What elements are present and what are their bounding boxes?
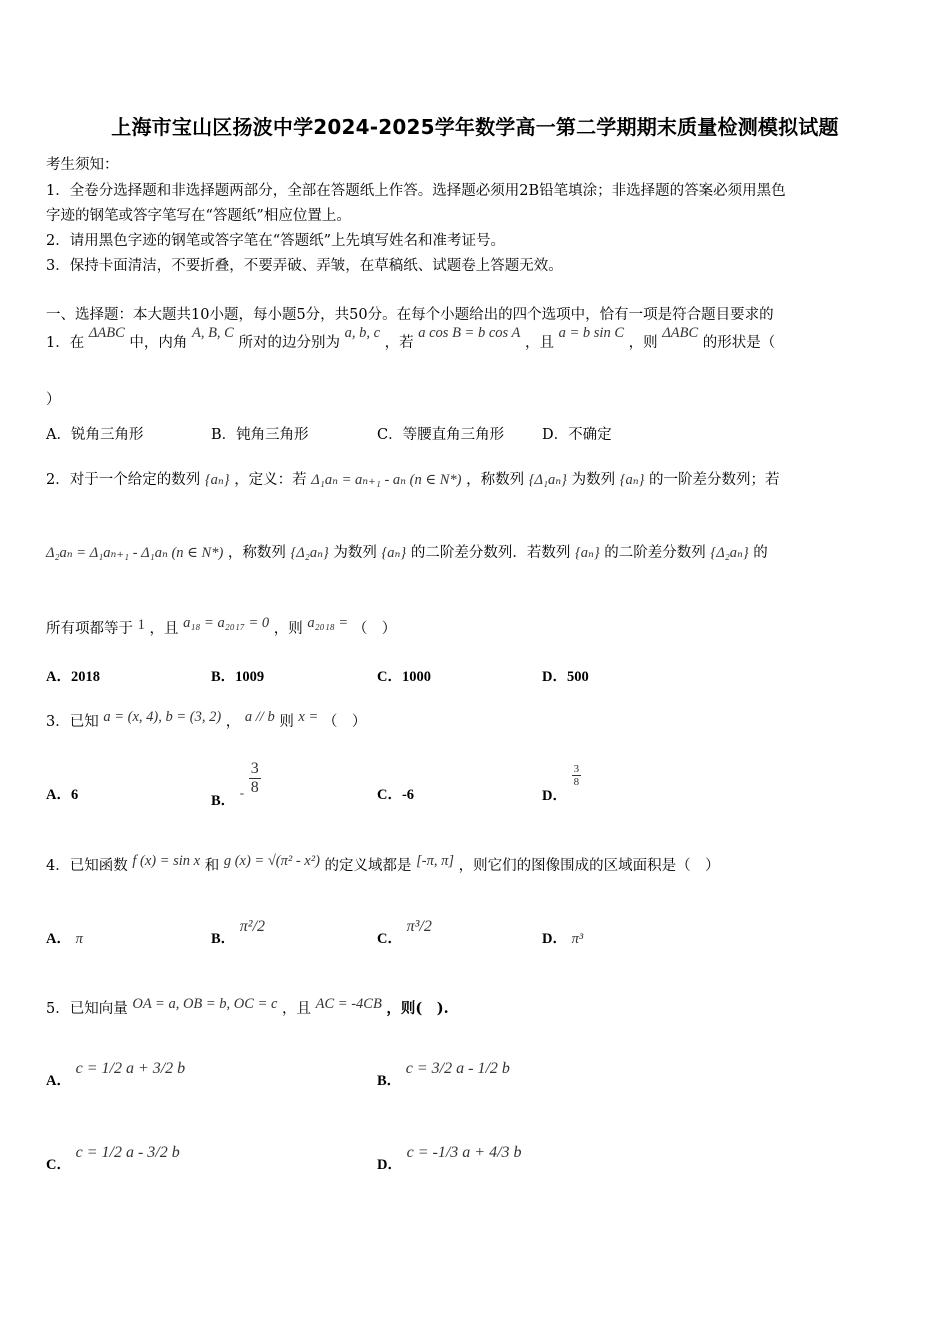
- q5-option-a[interactable]: A． c = 1/2 a + 3/2 b: [46, 1060, 186, 1089]
- q4-option-b[interactable]: B． π²/2: [211, 918, 266, 947]
- q3-option-d[interactable]: D． $\frac{3}{8}$: [542, 763, 580, 804]
- q4-option-a[interactable]: A． π: [46, 931, 83, 947]
- page-title: 上海市宝山区扬波中学2024-2025学年数学高一第二学期期末质量检测模拟试题: [111, 115, 839, 139]
- notice-item-3: 3．保持卡面清洁，不要折叠，不要弄破、弄皱，在草稿纸、试题卷上答题无效。: [46, 258, 563, 274]
- q3-b-fraction: $\frac{3}{8}$: [250, 760, 259, 796]
- q1-option-d[interactable]: D．不确定: [542, 427, 612, 443]
- question-4: 4．已知函数 f (x) = sin x 和 g (x) = √(π² - x²) 的定义域都是 [-π, π] ，则它们的图像围成的区域面积是（ ）: [46, 853, 720, 874]
- question-2-line-3: 所有项都等于 1 ，且 a₁₈ = a₂₀₁₇ = 0 ，则 a₂₀₁₈ = （ ）: [46, 615, 397, 637]
- notice-item-1-cont: 字迹的钢笔或答字笔写在“答题纸”相应位置上。: [46, 208, 351, 224]
- question-2-line-1: 2．对于一个给定的数列 {aₙ} ，定义：若 Δ₁aₙ = aₙ₊₁ - aₙ (n ∈ N*) ，称数列 {Δ₁aₙ} 为数列 {aₙ} 的一阶差分数列；若: [46, 472, 780, 488]
- q5-option-b[interactable]: B． c = 3/2 a - 1/2 b: [377, 1060, 510, 1089]
- q1-option-b[interactable]: B．钝角三角形: [211, 427, 309, 443]
- q5-option-d[interactable]: D． c = -1/3 a + 4/3 b: [377, 1144, 522, 1173]
- question-2-line-2: Δ₂aₙ = Δ₁aₙ₊₁ - Δ₁aₙ (n ∈ N*) ，称数列 {Δ₂aₙ} 为数列 {aₙ} 的二阶差分数列．若数列 {aₙ} 的二阶差分数列 {Δ₂aₙ} 的: [46, 545, 768, 561]
- q3-option-a[interactable]: A．6: [46, 787, 79, 803]
- q1-option-c[interactable]: C．等腰直角三角形: [377, 427, 505, 443]
- q2-option-b[interactable]: B．1009: [211, 669, 265, 685]
- q3-d-fraction: $\frac{3}{8}$: [573, 763, 580, 789]
- notice-item-2: 2．请用黑色字迹的钢笔或答字笔在“答题纸”上先填写姓名和准考证号。: [46, 233, 506, 249]
- q4-option-c[interactable]: C． π³/2: [377, 918, 432, 947]
- q3-option-b[interactable]: B． - $\frac{3}{8}$: [211, 760, 259, 810]
- question-1-tail: ）: [46, 392, 61, 408]
- question-3: 3．已知 a = (x, 4), b = (3, 2) ， a // b 则 x = （ ）: [46, 709, 367, 730]
- q3-option-c[interactable]: C．-6: [377, 787, 415, 803]
- q1-option-a[interactable]: A．锐角三角形: [46, 427, 144, 443]
- section-heading: 一、选择题：本大题共10小题，每小题5分，共50分。在每个小题给出的四个选项中，恰有一项是符合题目要求的: [46, 307, 774, 323]
- question-1: 1．在 ΔABC 中，内角 A, B, C 所对的边分别为 a, b, c ，若 a cos B = b cos A ，且 a = b sin C ，则 ΔABC 的形状是（: [46, 325, 776, 351]
- q2-option-c[interactable]: C．1000: [377, 669, 431, 685]
- q2-option-a[interactable]: A．2018: [46, 669, 100, 685]
- notice-item-1: 1．全卷分选择题和非选择题两部分，全部在答题纸上作答。选择题必须用2B铅笔填涂；非选择题的答案必须用黑色: [46, 183, 786, 199]
- q2-option-d[interactable]: D．500: [542, 669, 589, 685]
- q4-option-d[interactable]: D． π³: [542, 931, 584, 947]
- notice-heading: 考生须知：: [46, 157, 119, 173]
- question-5: 5．已知向量 OA = a, OB = b, OC = c ，且 AC = -4CB ，则( ).: [46, 996, 449, 1017]
- q5-option-c[interactable]: C． c = 1/2 a - 3/2 b: [46, 1144, 180, 1173]
